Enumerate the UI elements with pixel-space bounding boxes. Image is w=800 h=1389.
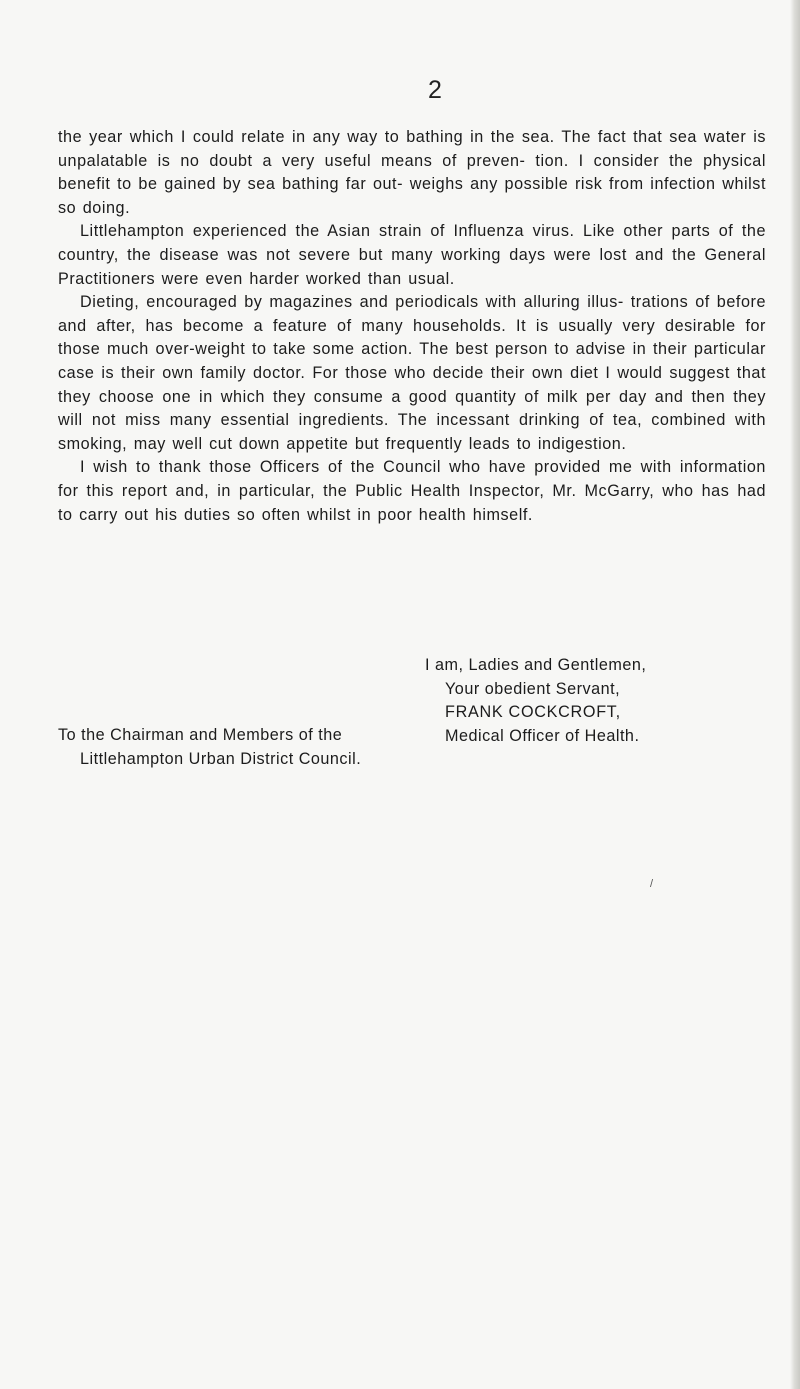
page-edge-shadow — [790, 0, 800, 1389]
letter-closing — [425, 654, 646, 748]
body-text — [58, 126, 766, 527]
paragraph-acknowledgements: I wish to thank those Officers of the Council who have provided me with information for this report and, in particular, the Public Health Inspector, Mr. McGarry, who has had to carry out his duties so often whilst in poor health himself. — [58, 458, 766, 524]
paragraph-dieting: Dieting, encouraged by magazines and periodicals with alluring illus- trations of before and after, has become a feature of many households. It is usually very desirable for those much over-weight to take some action. The best person to advise in their particular case is their own family doctor. For those who decide their own diet I would suggest that they choose one in which they consume a good quantity of milk per day and then they will not miss many essential ingredients. The incessant drinking of tea, combined with smoking, may well cut down appetite but frequently leads to indigestion. — [58, 293, 766, 453]
addressee-line-1: To the Chairman and Members of the — [58, 726, 343, 744]
closing-salutation: I am, Ladies and Gentlemen, — [425, 656, 647, 674]
paragraph-sea-bathing: the year which I could relate in any way to bathing in the sea. The fact that sea water is unpalatable is no doubt a very useful means of preven- tion. I consider the physical benefit to be gained by sea bathing far out- weighs any possible risk from infection whilst so doing. — [58, 128, 766, 217]
addressee-line-2: Littlehampton Urban District Council. — [80, 749, 362, 768]
closing-title: Medical Officer of Health. — [445, 726, 640, 745]
paragraph-influenza: Littlehampton experienced the Asian strain of Influenza virus. Like other parts of the country, the disease was not severe but many working days were lost and the General Practitioners were even harder worked than usual. — [58, 222, 766, 288]
page-number: 2 — [428, 76, 442, 104]
addressee-block — [58, 724, 361, 771]
closing-complimentary: Your obedient Servant, — [445, 679, 621, 698]
closing-signatory: FRANK COCKCROFT, — [445, 703, 621, 722]
stray-mark: / — [650, 878, 654, 890]
